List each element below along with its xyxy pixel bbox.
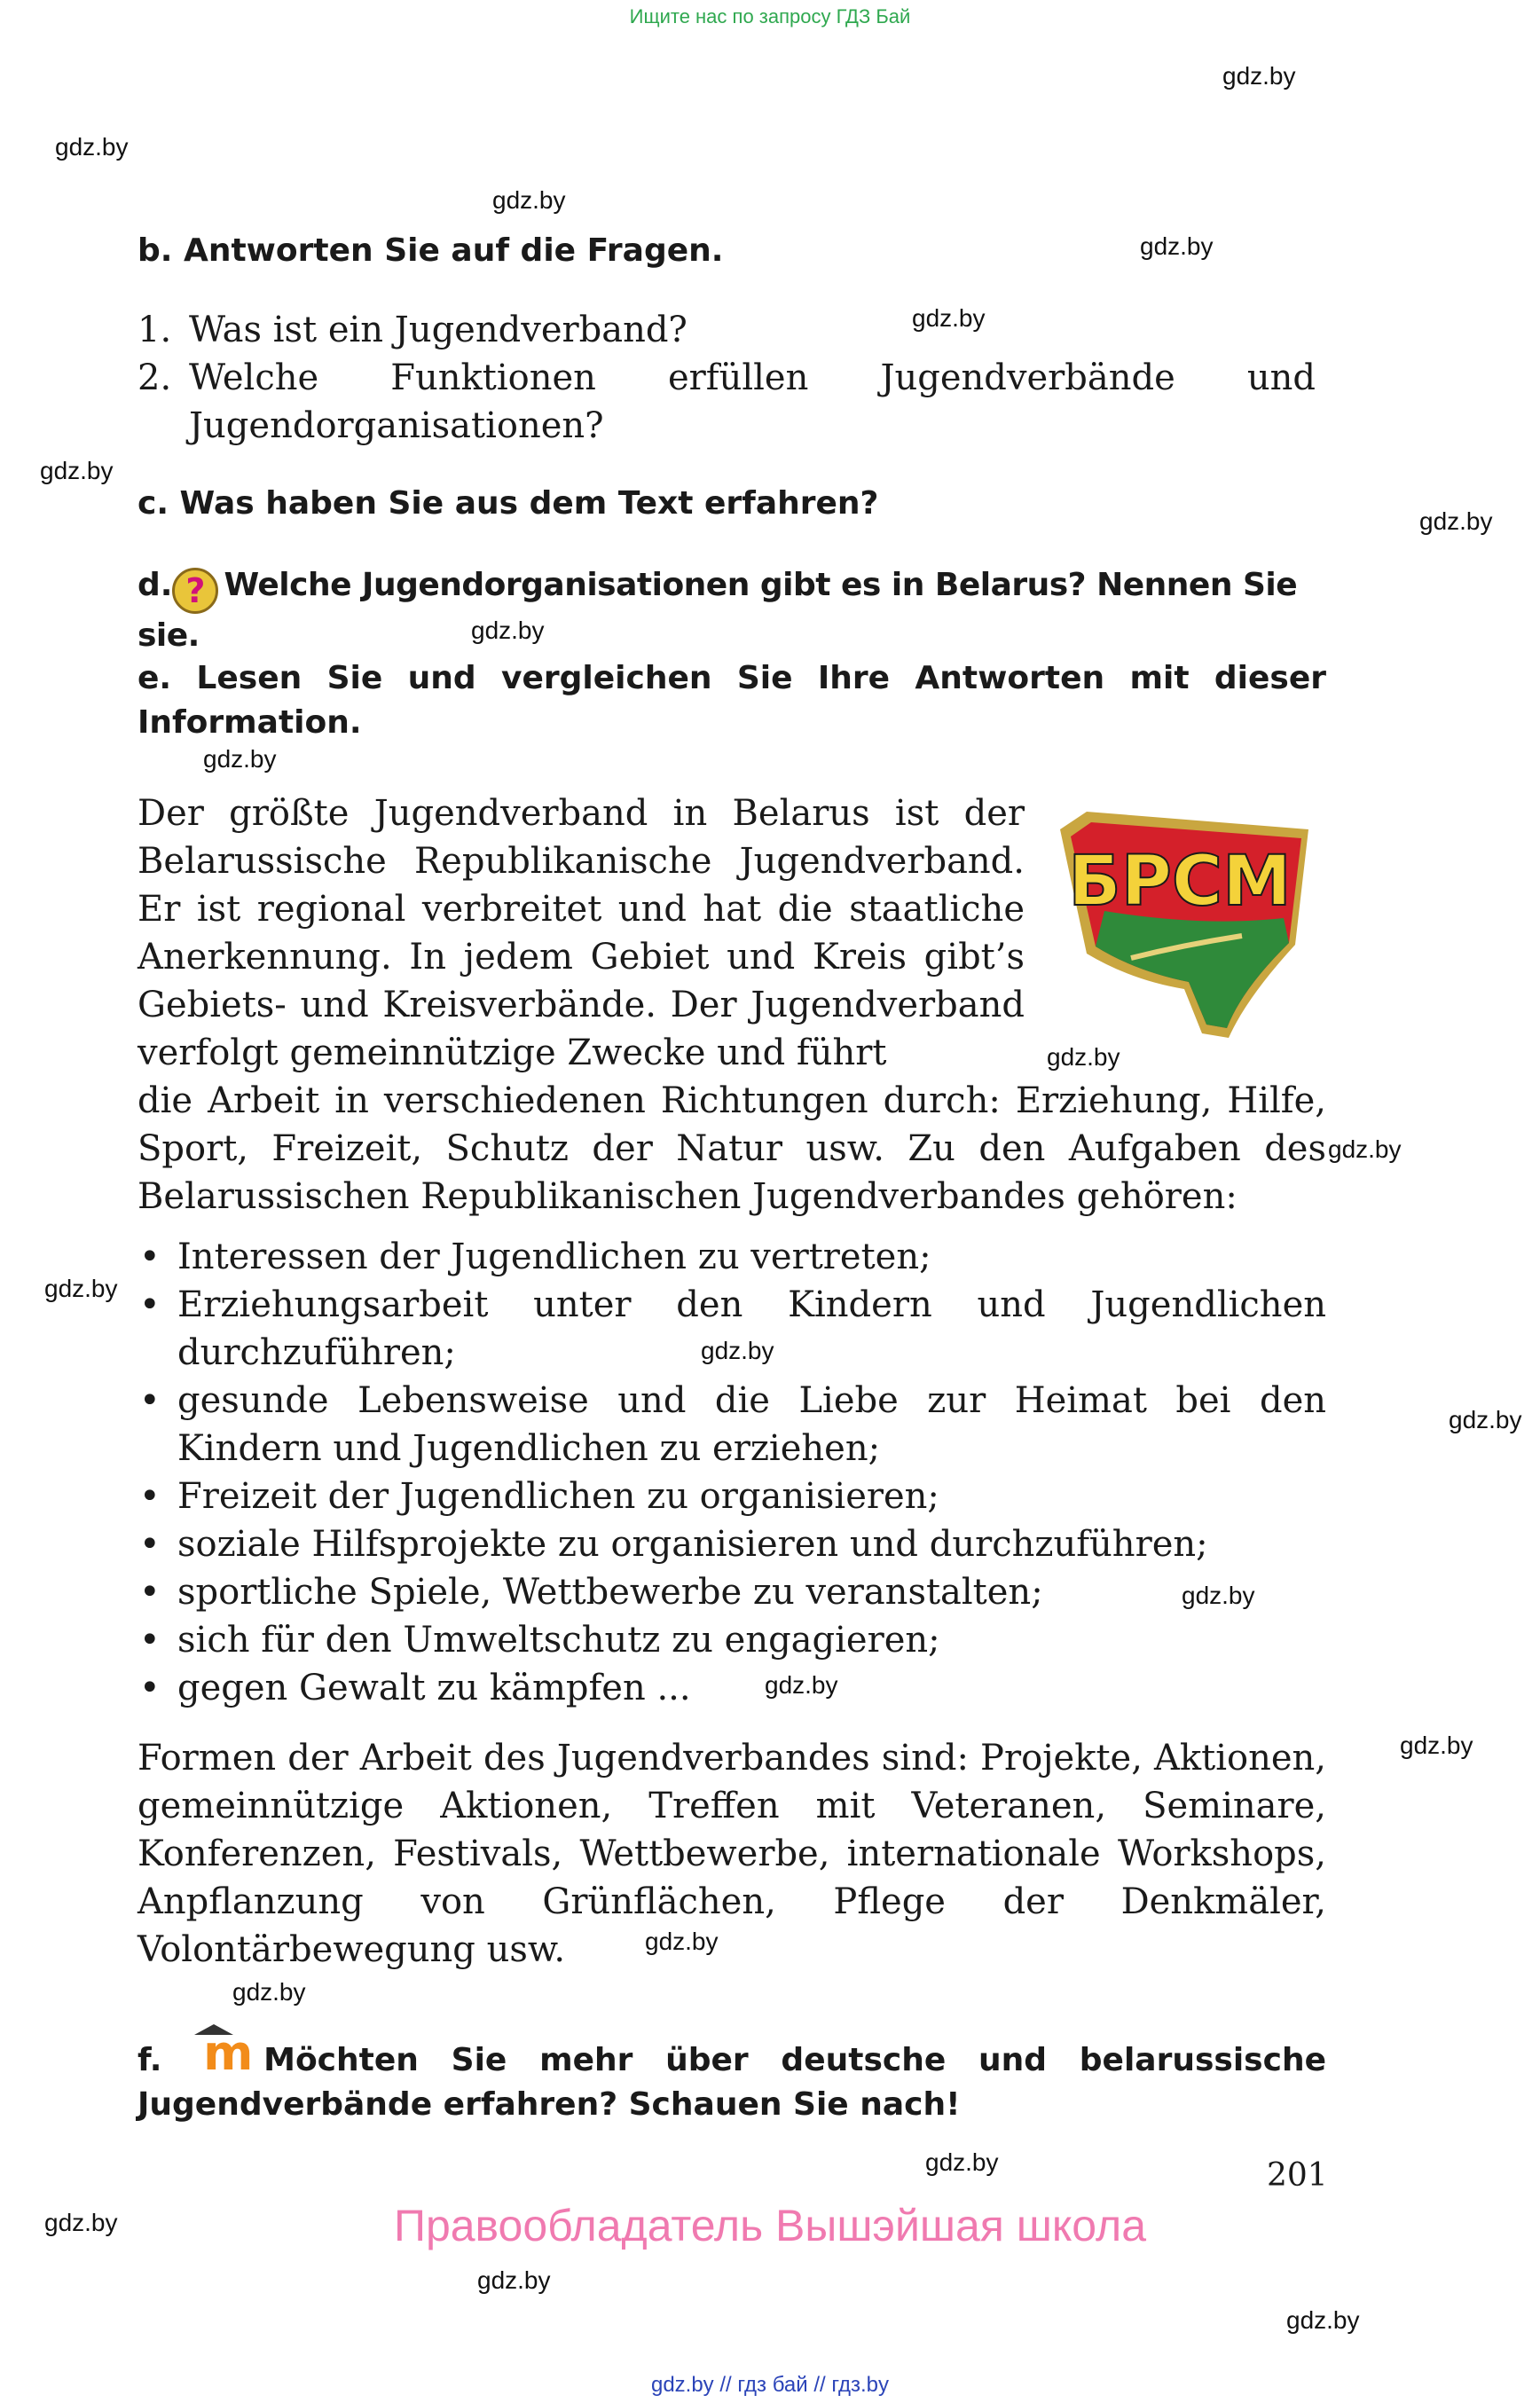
watermark: gdz.by	[1140, 232, 1214, 260]
moodle-icon	[194, 2025, 256, 2081]
brsm-emblem-icon	[1051, 812, 1326, 1042]
list-item: • Freizeit der Jugendlichen zu organisieren;	[138, 1472, 1326, 1520]
list-item: • soziale Hilfsprojekte zu organisieren und durchzuführen;	[138, 1520, 1326, 1568]
watermark: gdz.by	[1047, 1043, 1120, 1071]
list-item: • sich für den Umweltschutz zu engagieren;	[138, 1616, 1326, 1664]
task-f-text: Möchten Sie mehr über deutsche und belarussische Jugendverbände erfahren? Schauen Sie nach!	[138, 2042, 1326, 2123]
rights-holder: Правообладатель Вышэйшая школа	[394, 2201, 1146, 2250]
list-item: • gegen Gewalt zu kämpfen ...	[138, 1664, 1326, 1712]
task-f-letter: f.	[138, 2042, 162, 2078]
brsm-logo	[1051, 812, 1326, 1042]
task-d-heading	[138, 563, 1326, 658]
list-item: • sportliche Spiele, Wettbewerbe zu veranstalten;	[138, 1568, 1326, 1616]
tasks-bullet-list	[138, 1233, 1326, 1712]
task-b-heading: b. Antworten Sie auf die Fragen.	[138, 232, 724, 269]
watermark: gdz.by	[55, 133, 129, 161]
question-list	[138, 306, 1326, 450]
task-c-heading: c. Was haben Sie aus dem Text erfahren?	[138, 485, 879, 522]
watermark: gdz.by	[701, 1337, 774, 1364]
watermark: gdz.by	[492, 186, 566, 214]
watermark: gdz.by	[1222, 62, 1296, 90]
watermark: gdz.by	[1286, 2306, 1360, 2334]
moodle-letter: m	[203, 2025, 254, 2081]
question-number: 2.	[138, 357, 172, 398]
task-d-letter: d.	[138, 567, 173, 603]
watermark: gdz.by	[40, 457, 114, 484]
question-item	[138, 306, 1316, 354]
watermark: gdz.by	[1182, 1582, 1255, 1609]
watermark: gdz.by	[1419, 507, 1493, 535]
logo-text: БРСМ	[1068, 842, 1292, 922]
watermark: gdz.by	[925, 2148, 999, 2176]
task-d-text: Welche Jugendorganisationen gibt es in Belarus? Nennen Sie sie.	[138, 567, 1298, 654]
list-item: • Erziehungsarbeit unter den Kindern und Jugendlichen durchzuführen;	[138, 1281, 1326, 1377]
watermark: gdz.by	[477, 2266, 551, 2294]
question-mark-icon: ?	[172, 568, 218, 614]
watermark: gdz.by	[471, 616, 545, 644]
watermark: gdz.by	[1328, 1135, 1402, 1163]
task-e-heading: e. Lesen Sie und vergleichen Sie Ihre Antworten mit dieser Information.	[138, 660, 1326, 741]
task-f-heading	[138, 2025, 1326, 2127]
list-item: • Interessen der Jugendlichen zu vertreten;	[138, 1233, 1326, 1281]
question-number: 1.	[138, 310, 172, 350]
list-item: • gesunde Lebensweise und die Liebe zur Heimat bei den Kindern und Jugendlichen zu erziehen;	[138, 1377, 1326, 1472]
watermark: gdz.by	[1449, 1406, 1522, 1433]
question-item	[138, 354, 1316, 450]
question-text: Was ist ein Jugendverband?	[189, 310, 688, 350]
paragraph-forms: Formen der Arbeit des Jugendverbandes sind: Projekte, Aktionen, gemeinnützige Aktionen, Treffen mit Veteranen, Seminare, Konferenzen, Festivals, Wettbewerbe, internationale Workshops, Anpflanzung von Grünflächen, Pflege der Denkmäler, Volontärbewegung usw.	[138, 1738, 1326, 1970]
watermark: gdz.by	[203, 745, 277, 773]
watermark: gdz.by	[44, 2209, 118, 2236]
top-banner[interactable]: Ищите нас по запросу ГДЗ Бай	[629, 5, 911, 27]
paragraph-intro: Der größte Jugendverband in Belarus ist der Belarussische Republikanische Jugendverband. Er ist regional verbreitet und hat die staatliche Anerkennung. In jedem Gebiet und Kreis gibt’s Gebiets- und Kreisverbände. Der Jugendverband verfolgt gemeinnützige Zwecke und führt	[138, 793, 1025, 1073]
watermark: gdz.by	[912, 304, 986, 332]
watermark: gdz.by	[44, 1275, 118, 1302]
page-number: 201	[1267, 2157, 1328, 2194]
watermark: gdz.by	[1400, 1732, 1473, 1759]
footer-links[interactable]: gdz.by // гдз бай // гдз.by	[650, 2373, 890, 2397]
watermark: gdz.by	[232, 1978, 306, 2006]
paragraph-tasks: die Arbeit in verschiedenen Richtungen durch: Erziehung, Hilfe, Sport, Freizeit, Schutz der Natur usw. Zu den Aufgaben des Belarussischen Republikanischen Jugendverbandes gehören:	[138, 1080, 1326, 1217]
question-text: Welche Funktionen erfüllen Jugendverbände und Jugendorganisationen?	[189, 357, 1316, 446]
watermark: gdz.by	[645, 1928, 719, 1955]
watermark: gdz.by	[765, 1671, 838, 1699]
